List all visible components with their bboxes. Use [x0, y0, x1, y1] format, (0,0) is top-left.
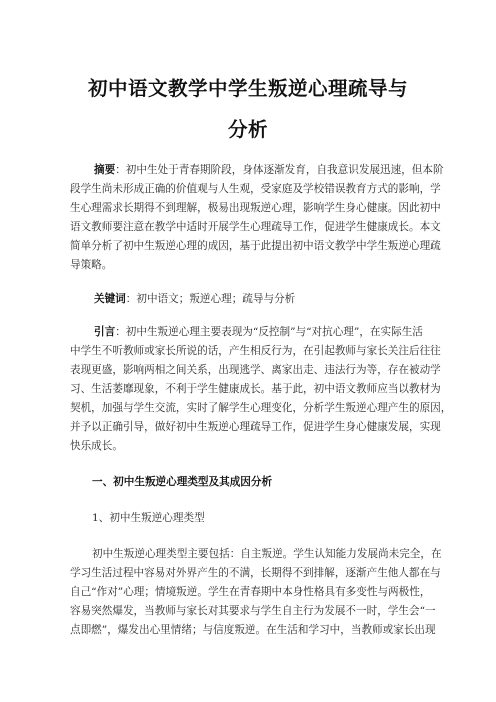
abstract-line-2: 段学生尚未形成正确的价值观与人生观，受家庭及学校错误教育方式的影响，学: [70, 183, 441, 195]
abstract-line-4: 语文教师要注意在教学中适时开展学生心理疏导工作，促进学生健康成长。本文: [70, 221, 441, 233]
section-1-line-4: 容易突然爆发，当教师与家长对其要求与学生自主行为发展不一时，学生会“一: [70, 605, 436, 617]
abstract-line-6: 导策略。: [70, 259, 113, 271]
abstract-line-5: 简单分析了初中生叛逆心理的成因，基于此提出初中语文教学中学生叛逆心理疏: [70, 240, 441, 252]
section-1-line-5: 点即燃”，爆发出心里情绪；与信度叛逆。在生活和学习中，当教师或家长出现: [70, 624, 436, 636]
intro-text: ：初中生叛逆心理主要表现为“反控制”与“对抗心理”，在实际生活: [115, 326, 423, 338]
intro-line-6: 并予以正确引导，做好初中生叛逆心理疏导工作，促进学生身心健康发展，实现: [70, 421, 441, 433]
intro-line-5: 契机，加强与学生交流，实时了解学生心理变化，分析学生叛逆心理产生的原因，: [70, 402, 452, 414]
section-1-line-1: 初中生叛逆心理类型主要包括：自主叛逆。学生认知能力发展尚未完全，在: [92, 548, 442, 560]
intro-label: 引言: [94, 326, 116, 338]
keywords-line: [94, 292, 295, 306]
abstract-label: 摘要: [94, 164, 116, 176]
intro-line-7: 快乐成长。: [70, 440, 123, 452]
abstract-line-1: [94, 163, 444, 177]
keywords-label: 关键词: [94, 293, 126, 305]
abstract-text: ：初中生处于青春期阶段，身体逐渐发育，自我意识发展迅速，但本阶: [115, 164, 444, 176]
document-title-line-2: 分析: [227, 118, 268, 141]
section-1-subheading: 1、初中生叛逆心理类型: [92, 512, 205, 524]
intro-line-1: [94, 325, 423, 339]
intro-line-2: 中学生不听教师或家长所说的话，产生相反行为，在引起教师与家长关注后往往: [70, 345, 441, 357]
section-1-line-3: 自己“作对”心理；情境叛逆。学生在青春期中本身性格具有多变性与两极性，: [70, 586, 431, 598]
section-1-heading: 一、初中生叛逆心理类型及其成因分析: [92, 476, 273, 488]
intro-line-3: 表现更盛，影响两相之间关系，出现逃学、离家出走、违法行为等，存在被动学: [70, 364, 441, 376]
abstract-line-3: 生心理需求长期得不到理解，极易出现叛逆心理，影响学生身心健康。因此初中: [70, 202, 441, 214]
document-title-line-1: 初中语文教学中学生叛逆心理疏导与: [87, 77, 408, 100]
section-1-line-2: 学习生活过程中容易对外界产生的不满，长期得不到排解，逐渐产生他人都在与: [70, 567, 441, 579]
keywords-text: ：初中语文；叛逆心理；疏导与分析: [125, 293, 296, 305]
intro-line-4: 习、生活萎靡现象，不利于学生健康成长。基于此，初中语文教师应当以教材为: [70, 383, 441, 395]
